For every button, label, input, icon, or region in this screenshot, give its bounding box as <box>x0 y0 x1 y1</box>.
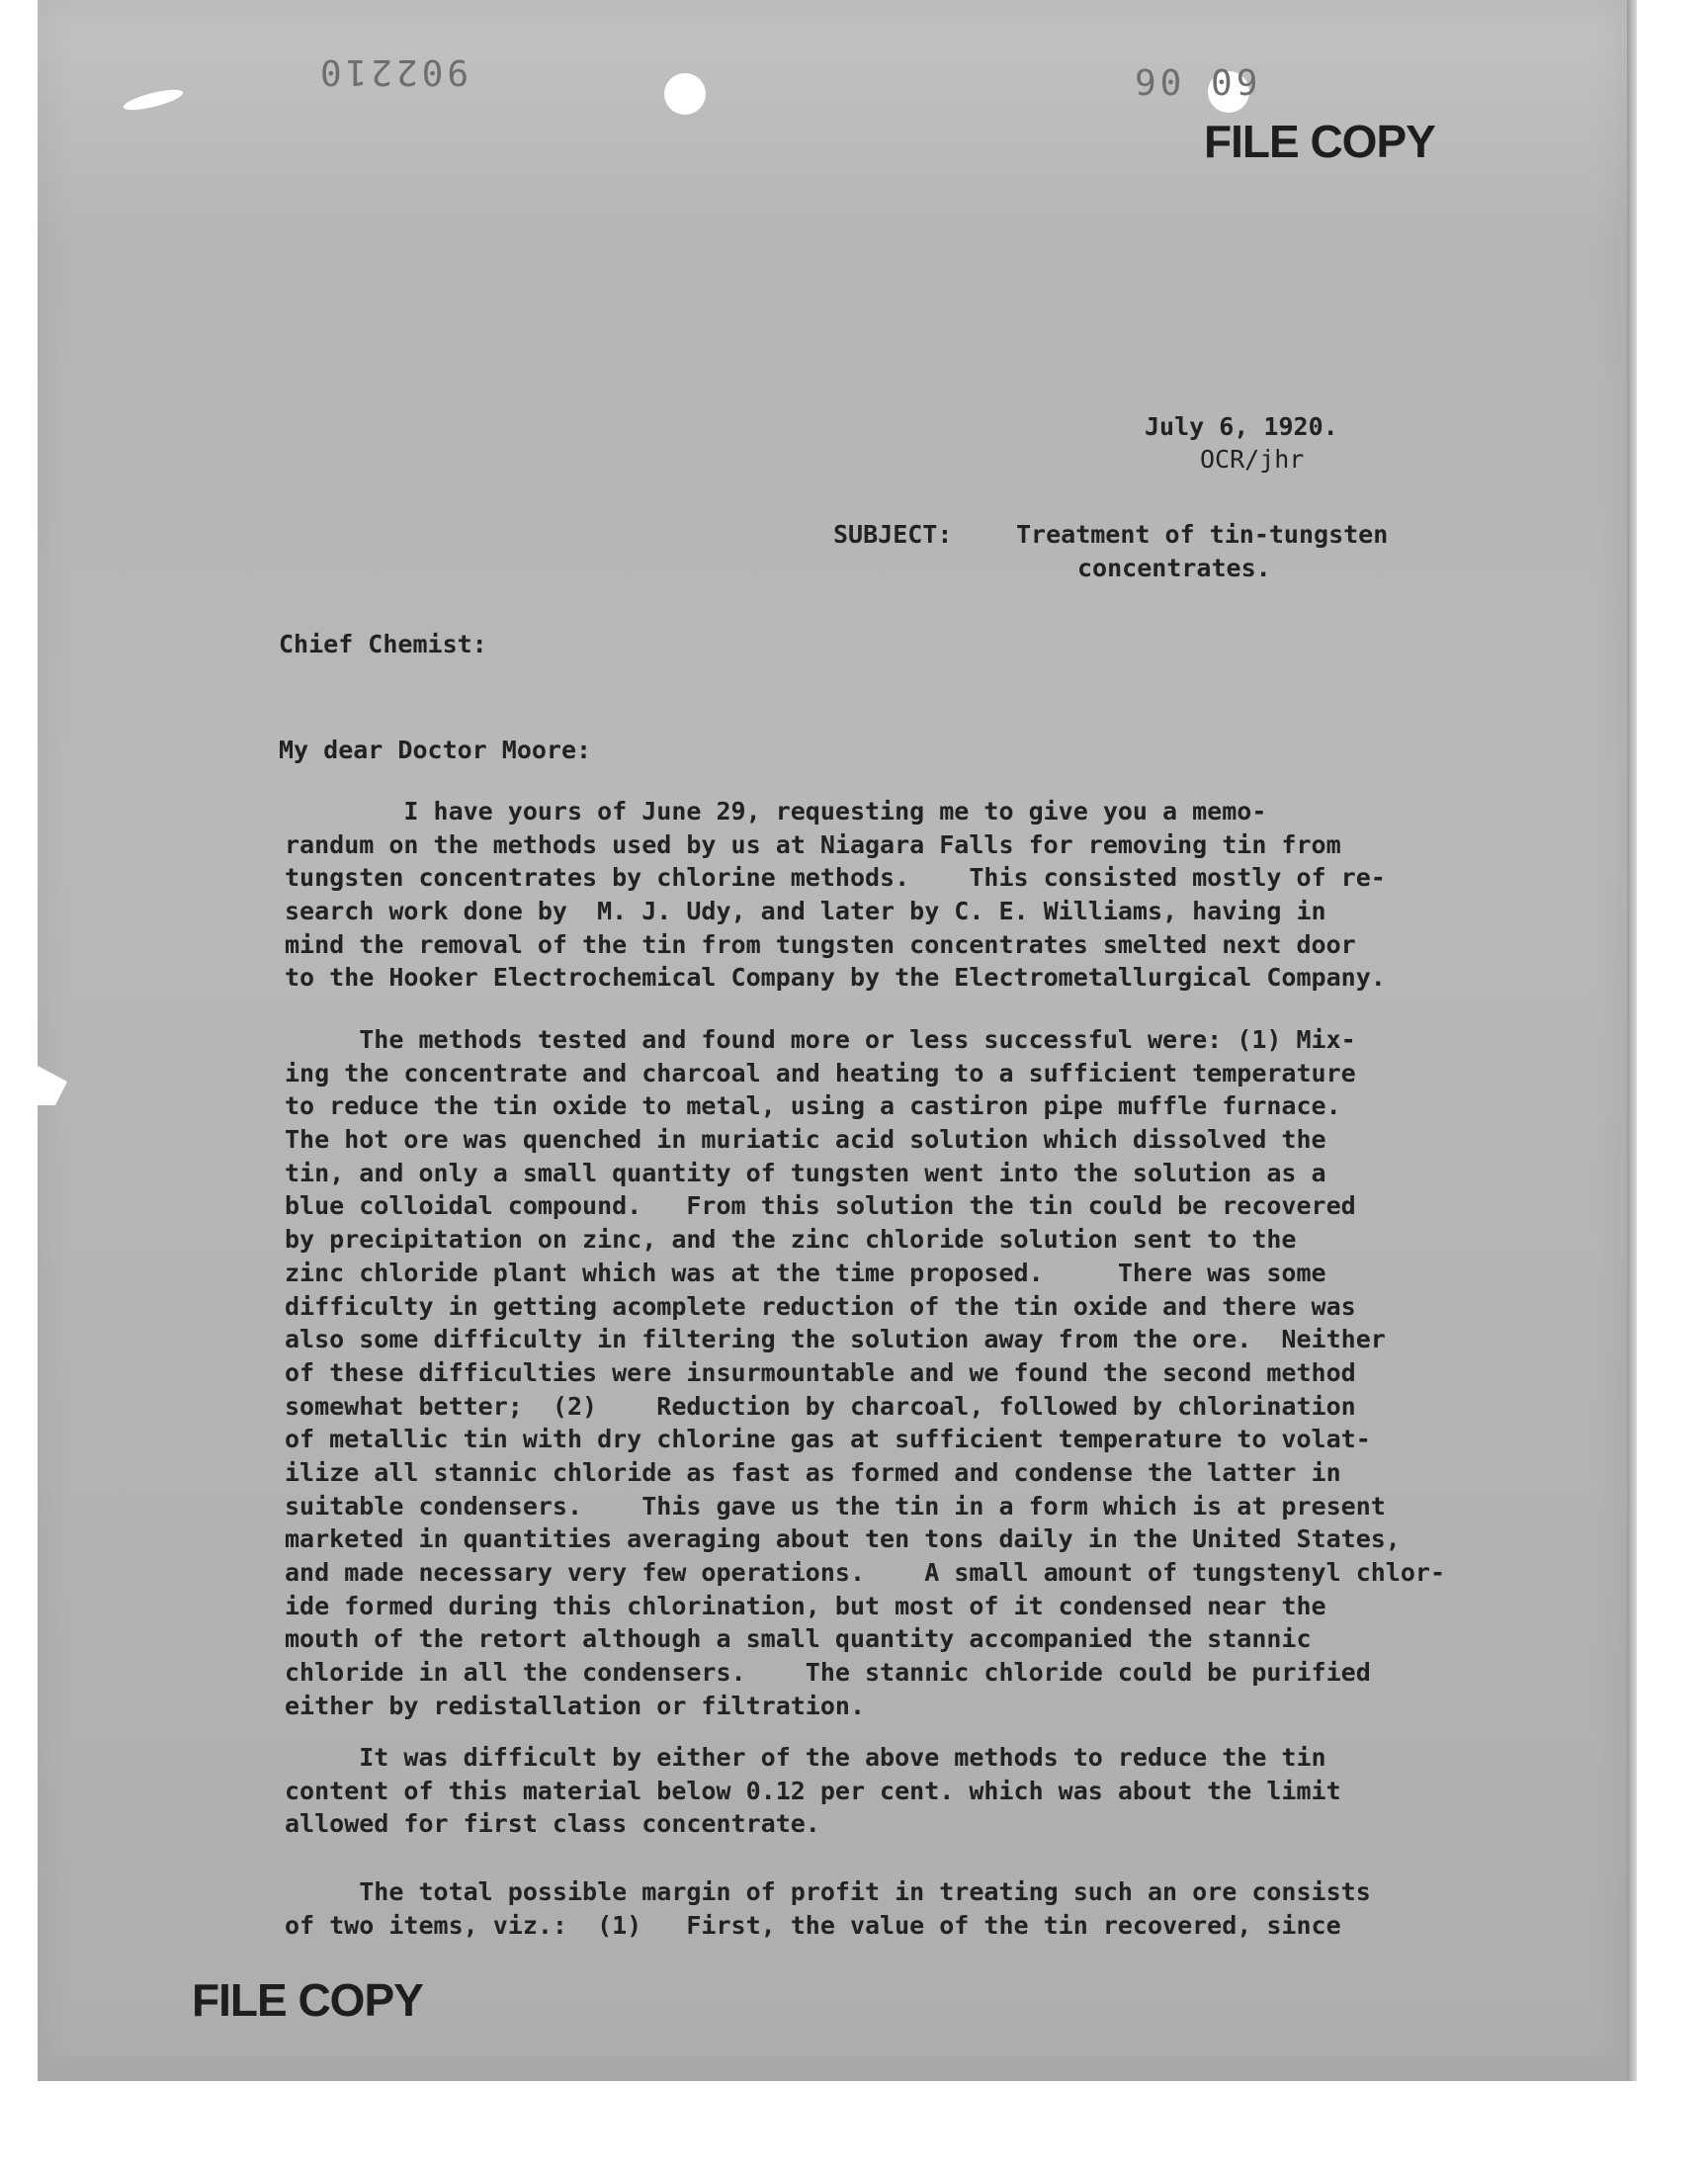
paragraph-3 <box>285 1741 1341 1841</box>
salutation: My dear Doctor Moore: <box>279 736 592 764</box>
paragraph-line: and made necessary very few operations. A small amount of tungstenyl chlor- <box>285 1558 1445 1587</box>
paragraph-line: blue colloidal compound. From this solution the tin could be recovered <box>285 1191 1356 1221</box>
paragraph-line: of these difficulties were insurmountable and we found the second method <box>285 1357 1356 1387</box>
paragraph-line: allowed for first class concentrate. <box>285 1809 820 1839</box>
paragraph-line: content of this material below 0.12 per cent. which was about the limit <box>285 1776 1341 1805</box>
paragraph-line: difficulty in getting acomplete reduction of the tin oxide and there was <box>285 1291 1356 1321</box>
archive-number-right: 90 09 <box>1135 63 1262 104</box>
reference-initials: OCR/jhr <box>1200 445 1305 474</box>
file-copy-stamp-bottom: FILE COPY <box>192 1974 423 2026</box>
paragraph-line: ide formed during this chlorination, but most of it condensed near the <box>285 1591 1326 1620</box>
archive-number-left: 902210 <box>316 51 470 92</box>
paragraph-line: chloride in all the condensers. The stannic chloride could be purified <box>285 1658 1371 1688</box>
paragraph-line: zinc chloride plant which was at the time proposed. There was some <box>285 1258 1326 1287</box>
paragraph-line: The total possible margin of profit in treating such an ore consists <box>285 1877 1371 1906</box>
file-copy-stamp-top: FILE COPY <box>1204 116 1435 167</box>
paragraph-4 <box>285 1875 1371 1942</box>
paragraph-line: ing the concentrate and charcoal and heating to a sufficient temperature <box>285 1058 1356 1088</box>
paragraph-line: The methods tested and found more or less successful were: (1) Mix- <box>285 1025 1356 1054</box>
subject-line-2: concentrates. <box>1077 554 1271 582</box>
paragraph-line: mind the removal of the tin from tungsten concentrates smelted next door <box>285 929 1356 959</box>
paragraph-line: tungsten concentrates by chlorine methods. This consisted mostly of re- <box>285 863 1386 893</box>
paragraph-line: ilize all stannic chloride as fast as formed and condense the latter in <box>285 1457 1341 1487</box>
addressee: Chief Chemist: <box>279 630 487 658</box>
letter-date: July 6, 1920. <box>1145 412 1338 441</box>
page-bottom-band <box>38 2056 1627 2081</box>
paragraph-line: I have yours of June 29, requesting me to give you a memo- <box>285 797 1267 826</box>
paragraph-line: to the Hooker Electrochemical Company by the Electrometallurgical Company. <box>285 963 1386 993</box>
paragraph-line: somewhat better; (2) Reduction by charcoal, followed by chlorination <box>285 1391 1356 1421</box>
paragraph-line: randum on the methods used by us at Niagara Falls for removing tin from <box>285 829 1341 859</box>
paragraph-line: suitable condensers. This gave us the tin in a form which is at present <box>285 1491 1386 1521</box>
paragraph-line: marketed in quantities averaging about ten tons daily in the United States, <box>285 1524 1401 1554</box>
paragraph-line: by precipitation on zinc, and the zinc chloride solution sent to the <box>285 1225 1297 1255</box>
paragraph-line: to reduce the tin oxide to metal, using a castiron pipe muffle furnace. <box>285 1091 1341 1121</box>
subject-line-1: Treatment of tin-tungsten <box>1016 520 1389 549</box>
paragraph-line: of two items, viz.: (1) First, the value of the tin recovered, since <box>285 1910 1341 1940</box>
paragraph-line: also some difficulty in filtering the solution away from the ore. Neither <box>285 1325 1386 1354</box>
paragraph-1 <box>285 795 1386 995</box>
paragraph-line: of metallic tin with dry chlorine gas at sufficient temperature to volat- <box>285 1425 1371 1454</box>
paragraph-2 <box>285 1023 1445 1722</box>
paragraph-line: tin, and only a small quantity of tungsten went into the solution as a <box>285 1158 1326 1187</box>
subject-label: SUBJECT: <box>833 520 953 549</box>
paragraph-line: mouth of the retort although a small quantity accompanied the stannic <box>285 1624 1312 1654</box>
paragraph-line: search work done by M. J. Udy, and later by C. E. Williams, having in <box>285 897 1326 926</box>
punch-hole-left <box>664 73 706 115</box>
page-edge-shadow <box>1627 0 1637 2081</box>
paragraph-line: It was difficult by either of the above methods to reduce the tin <box>285 1743 1326 1772</box>
paragraph-line: The hot ore was quenched in muriatic acid solution which dissolved the <box>285 1125 1326 1155</box>
paragraph-line: either by redistallation or filtration. <box>285 1691 865 1720</box>
